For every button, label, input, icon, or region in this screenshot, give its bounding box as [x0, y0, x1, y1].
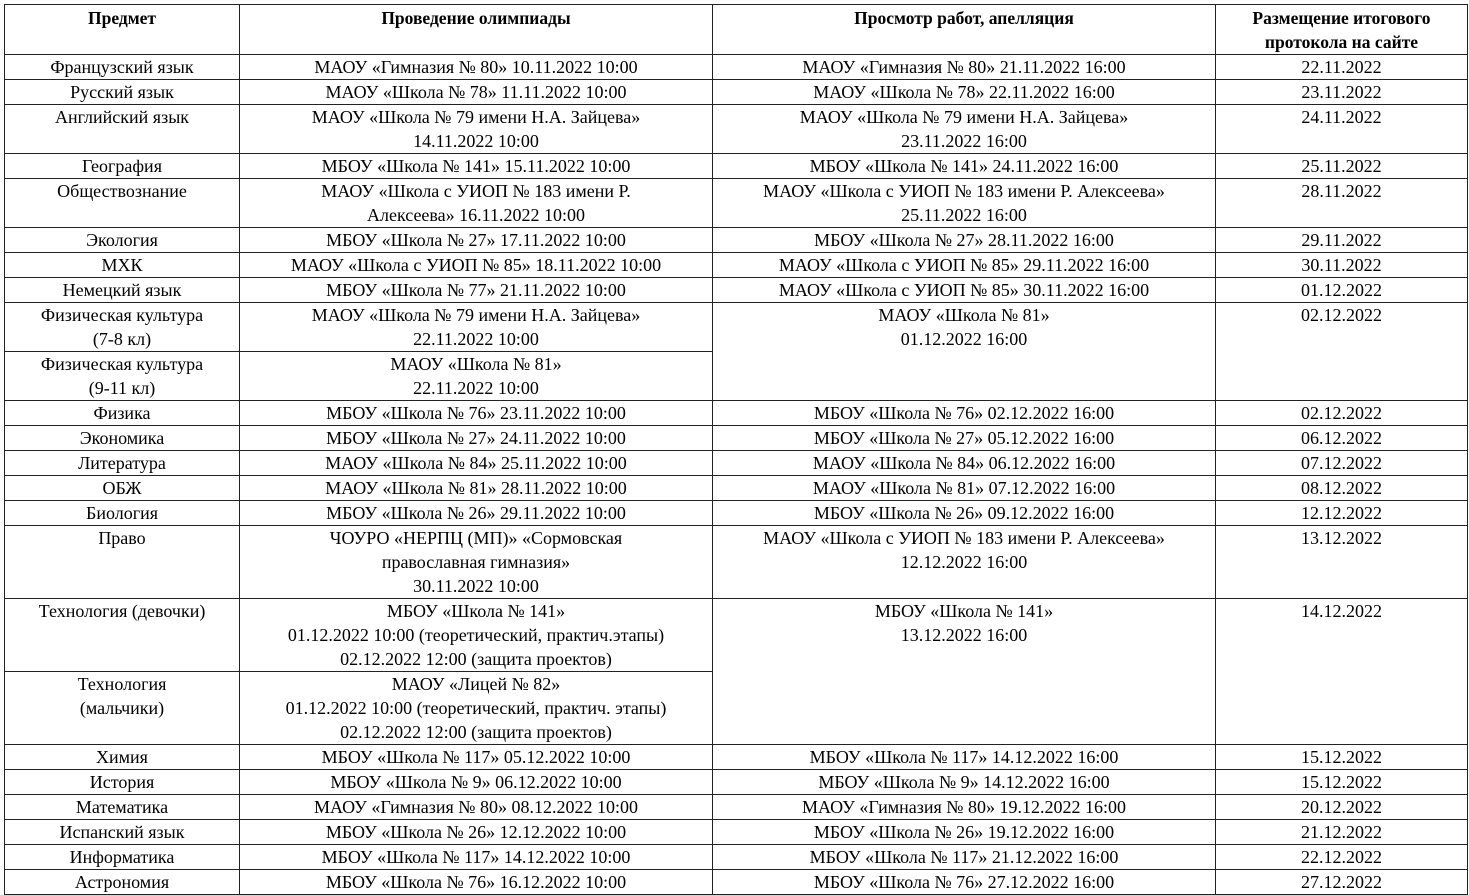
olympiad-cell	[240, 526, 713, 599]
subject-cell-line: Физическая культура	[40, 305, 204, 325]
olympiad-cell-line: МБОУ «Школа № 77» 21.11.2022 10:00	[326, 280, 626, 300]
subject-cell	[5, 105, 240, 154]
table-row	[5, 253, 1468, 278]
subject-cell-line: Французский язык	[50, 57, 194, 77]
review-cell	[713, 476, 1216, 501]
olympiad-cell	[240, 770, 713, 795]
olympiad-cell	[240, 501, 713, 526]
review-cell-line: 12.12.2022 16:00	[900, 552, 1028, 572]
protocol-cell: 08.12.2022	[1216, 476, 1468, 501]
protocol-cell: 22.12.2022	[1216, 845, 1468, 870]
olympiad-cell-line: МАОУ «Школа № 81»	[390, 354, 562, 374]
table-row	[5, 401, 1468, 426]
review-cell	[713, 770, 1216, 795]
header-row	[5, 5, 1468, 55]
olympiad-cell	[240, 253, 713, 278]
review-cell-line: МБОУ «Школа № 141»	[874, 601, 1054, 621]
olympiad-cell-line: МБОУ «Школа № 26» 12.12.2022 10:00	[325, 822, 627, 842]
table-row	[5, 80, 1468, 105]
subject-cell-line: Физика	[93, 403, 151, 423]
subject-cell	[5, 476, 240, 501]
olympiad-cell-line: ЧОУРО «НЕРПЦ (МП)» «Сормовская	[329, 528, 623, 548]
table-row	[5, 501, 1468, 526]
subject-cell	[5, 401, 240, 426]
subject-cell	[5, 451, 240, 476]
review-cell-line: МБОУ «Школа № 76» 02.12.2022 16:00	[813, 403, 1115, 423]
review-cell	[713, 599, 1216, 745]
subject-cell-line: МХК	[101, 255, 143, 275]
review-cell-line: МБОУ «Школа № 27» 28.11.2022 16:00	[814, 230, 1114, 250]
review-cell-line: МБОУ «Школа № 76» 27.12.2022 16:00	[813, 872, 1115, 892]
olympiad-cell-line: МБОУ «Школа № 27» 17.11.2022 10:00	[326, 230, 626, 250]
protocol-cell: 30.11.2022	[1216, 253, 1468, 278]
table-row	[5, 745, 1468, 770]
review-cell-line: МАОУ «Гимназия № 80» 19.12.2022 16:00	[802, 797, 1126, 817]
subject-cell-line: Физическая культура	[40, 354, 204, 374]
subject-cell	[5, 253, 240, 278]
header-protocol	[1216, 5, 1468, 55]
olympiad-cell-line: МБОУ «Школа № 141»	[386, 601, 566, 621]
olympiad-cell-line: 22.11.2022 10:00	[413, 378, 539, 398]
table-row	[5, 870, 1468, 895]
olympiad-cell-line: православная гимназия»	[381, 552, 571, 572]
olympiad-cell-line: 14.11.2022 10:00	[413, 131, 539, 151]
subject-cell	[5, 80, 240, 105]
review-cell	[713, 303, 1216, 401]
subject-cell	[5, 179, 240, 228]
review-cell-line: МБОУ «Школа № 26» 09.12.2022 16:00	[813, 503, 1115, 523]
olympiad-cell-line: МАОУ «Гимназия № 80» 10.11.2022 10:00	[314, 57, 638, 77]
protocol-cell: 21.12.2022	[1216, 820, 1468, 845]
olympiad-cell	[240, 451, 713, 476]
table-row	[5, 820, 1468, 845]
olympiad-cell-line: МАОУ «Школа № 79 имени Н.А. Зайцева»	[311, 107, 641, 127]
review-cell-line: МБОУ «Школа № 9» 14.12.2022 16:00	[818, 772, 1110, 792]
subject-cell	[5, 599, 240, 672]
olympiad-cell	[240, 179, 713, 228]
olympiad-cell	[240, 870, 713, 895]
subject-cell	[5, 526, 240, 599]
subject-cell	[5, 154, 240, 179]
header-protocol-line: Размещение итогового	[1252, 8, 1431, 28]
olympiad-cell	[240, 401, 713, 426]
olympiad-cell-line: 01.12.2022 10:00 (теоретический, практич. этапы)	[285, 698, 667, 718]
subject-cell	[5, 870, 240, 895]
subject-cell	[5, 501, 240, 526]
subject-cell-line: Экология	[86, 230, 158, 250]
subject-cell-line: Астрономия	[74, 872, 170, 892]
subject-cell-line: Русский язык	[70, 82, 174, 102]
review-cell	[713, 105, 1216, 154]
subject-cell-line: История	[89, 772, 155, 792]
subject-cell	[5, 228, 240, 253]
protocol-cell: 12.12.2022	[1216, 501, 1468, 526]
review-cell-line: МАОУ «Школа № 81»	[878, 305, 1050, 325]
review-cell	[713, 154, 1216, 179]
protocol-cell: 15.12.2022	[1216, 770, 1468, 795]
protocol-cell: 02.12.2022	[1216, 401, 1468, 426]
protocol-cell: 14.12.2022	[1216, 599, 1468, 745]
subject-cell	[5, 672, 240, 745]
olympiad-cell-line: 02.12.2022 12:00 (защита проектов)	[340, 722, 612, 742]
protocol-cell: 01.12.2022	[1216, 278, 1468, 303]
subject-cell	[5, 820, 240, 845]
table-row	[5, 476, 1468, 501]
olympiad-cell-line: 30.11.2022 10:00	[413, 576, 539, 596]
protocol-cell: 06.12.2022	[1216, 426, 1468, 451]
review-cell	[713, 820, 1216, 845]
review-cell-line: МАОУ «Школа с УИОП № 85» 30.11.2022 16:00	[778, 280, 1150, 300]
review-cell-line: МАОУ «Школа № 84» 06.12.2022 16:00	[812, 453, 1116, 473]
olympiad-cell-line: МБОУ «Школа № 27» 24.11.2022 10:00	[326, 428, 626, 448]
table-row	[5, 105, 1468, 154]
table-row	[5, 426, 1468, 451]
review-cell-line: МАОУ «Школа с УИОП № 183 имени Р. Алексеева»	[763, 181, 1165, 201]
review-cell	[713, 795, 1216, 820]
subject-cell-line: (7-8 кл)	[92, 329, 152, 349]
review-cell	[713, 253, 1216, 278]
header-review: Просмотр работ, апелляция	[713, 5, 1216, 55]
protocol-cell: 07.12.2022	[1216, 451, 1468, 476]
protocol-cell: 23.11.2022	[1216, 80, 1468, 105]
review-cell	[713, 278, 1216, 303]
subject-cell-line: Экономика	[79, 428, 165, 448]
subject-cell-line: ОБЖ	[102, 478, 142, 498]
review-cell	[713, 451, 1216, 476]
olympiad-cell-line: МБОУ «Школа № 117» 14.12.2022 10:00	[321, 847, 631, 867]
review-cell-line: МБОУ «Школа № 27» 05.12.2022 16:00	[813, 428, 1115, 448]
review-cell-line: МБОУ «Школа № 26» 19.12.2022 16:00	[813, 822, 1115, 842]
subject-cell	[5, 352, 240, 401]
protocol-cell: 29.11.2022	[1216, 228, 1468, 253]
subject-cell	[5, 845, 240, 870]
olympiad-cell	[240, 745, 713, 770]
header-subject: Предмет	[5, 5, 240, 55]
review-cell	[713, 426, 1216, 451]
subject-cell	[5, 278, 240, 303]
olympiad-cell-line: 02.12.2022 12:00 (защита проектов)	[340, 649, 612, 669]
protocol-cell: 15.12.2022	[1216, 745, 1468, 770]
olympiad-cell-line: МАОУ «Школа с УИОП № 85» 18.11.2022 10:00	[290, 255, 662, 275]
protocol-cell: 22.11.2022	[1216, 55, 1468, 80]
review-cell-line: МАОУ «Школа № 81» 07.12.2022 16:00	[812, 478, 1116, 498]
protocol-cell: 20.12.2022	[1216, 795, 1468, 820]
subject-cell-line: География	[82, 156, 162, 176]
olympiad-cell-line: МАОУ «Школа № 84» 25.11.2022 10:00	[325, 453, 627, 473]
table-row	[5, 770, 1468, 795]
subject-cell-line: Испанский язык	[59, 822, 185, 842]
subject-cell-line: Математика	[75, 797, 169, 817]
olympiad-cell	[240, 352, 713, 401]
subject-cell-line: Технология (девочки)	[38, 601, 206, 621]
review-cell	[713, 228, 1216, 253]
review-cell-line: МБОУ «Школа № 117» 21.12.2022 16:00	[809, 847, 1119, 867]
olympiad-cell-line: 22.11.2022 10:00	[413, 329, 539, 349]
review-cell	[713, 55, 1216, 80]
table-row	[5, 303, 1468, 352]
table-row	[5, 154, 1468, 179]
table-row	[5, 845, 1468, 870]
olympiad-cell	[240, 154, 713, 179]
table-row	[5, 599, 1468, 672]
subject-cell-line: (9-11 кл)	[88, 378, 156, 398]
olympiad-cell-line: МБОУ «Школа № 117» 05.12.2022 10:00	[321, 747, 631, 767]
review-cell-line: МБОУ «Школа № 141» 24.11.2022 16:00	[809, 156, 1119, 176]
subject-cell-line: Обществознание	[57, 181, 187, 201]
olympiad-cell-line: МБОУ «Школа № 9» 06.12.2022 10:00	[330, 772, 622, 792]
olympiad-cell-line: МБОУ «Школа № 26» 29.11.2022 10:00	[326, 503, 626, 523]
olympiad-cell-line: МАОУ «Школа № 81» 28.11.2022 10:00	[325, 478, 627, 498]
subject-cell	[5, 745, 240, 770]
olympiad-cell	[240, 228, 713, 253]
subject-cell-line: Химия	[96, 747, 148, 767]
olympiad-cell-line: МАОУ «Школа № 79 имени Н.А. Зайцева»	[311, 305, 641, 325]
subject-cell-line: Литература	[78, 453, 166, 473]
protocol-cell: 27.12.2022	[1216, 870, 1468, 895]
review-cell-line: МБОУ «Школа № 117» 14.12.2022 16:00	[809, 747, 1119, 767]
review-cell	[713, 745, 1216, 770]
table-row	[5, 526, 1468, 599]
table-row	[5, 55, 1468, 80]
review-cell-line: МАОУ «Школа с УИОП № 85» 29.11.2022 16:00	[778, 255, 1150, 275]
header-protocol-line: протокола на сайте	[1264, 32, 1419, 52]
olympiad-cell	[240, 303, 713, 352]
olympiad-cell	[240, 476, 713, 501]
olympiad-cell-line: МБОУ «Школа № 141» 15.11.2022 10:00	[321, 156, 631, 176]
olympiad-cell-line: МАОУ «Лицей № 82»	[391, 674, 561, 694]
subject-cell-line: Технология	[77, 674, 167, 694]
olympiad-cell	[240, 845, 713, 870]
review-cell-line: 13.12.2022 16:00	[900, 625, 1028, 645]
olympiad-cell-line: МБОУ «Школа № 76» 23.11.2022 10:00	[326, 403, 626, 423]
table-row	[5, 179, 1468, 228]
subject-cell-line: Информатика	[69, 847, 175, 867]
olympiad-cell-line: МАОУ «Школа № 78» 11.11.2022 10:00	[325, 82, 627, 102]
olympiad-cell	[240, 795, 713, 820]
review-cell	[713, 80, 1216, 105]
subject-cell-line: Английский язык	[54, 107, 190, 127]
review-cell	[713, 179, 1216, 228]
review-cell-line: МАОУ «Гимназия № 80» 21.11.2022 16:00	[802, 57, 1126, 77]
subject-cell-line: Немецкий язык	[62, 280, 182, 300]
olympiad-cell	[240, 55, 713, 80]
olympiad-cell-line: МАОУ «Гимназия № 80» 08.12.2022 10:00	[314, 797, 638, 817]
subject-cell-line: (мальчики)	[79, 698, 165, 718]
olympiad-cell-line: 01.12.2022 10:00 (теоретический, практич.этапы)	[287, 625, 665, 645]
protocol-cell: 24.11.2022	[1216, 105, 1468, 154]
review-cell	[713, 501, 1216, 526]
protocol-cell: 02.12.2022	[1216, 303, 1468, 401]
subject-cell	[5, 426, 240, 451]
review-cell-line: МАОУ «Школа № 79 имени Н.А. Зайцева»	[799, 107, 1129, 127]
review-cell	[713, 401, 1216, 426]
table-row	[5, 451, 1468, 476]
olympiad-cell-line: Алексеева» 16.11.2022 10:00	[366, 205, 586, 225]
olympiad-cell	[240, 599, 713, 672]
review-cell-line: МАОУ «Школа № 78» 22.11.2022 16:00	[813, 82, 1115, 102]
review-cell	[713, 845, 1216, 870]
olympiad-cell-line: МАОУ «Школа с УИОП № 183 имени Р.	[321, 181, 631, 201]
review-cell-line: 01.12.2022 16:00	[900, 329, 1028, 349]
subject-cell	[5, 303, 240, 352]
olympiad-cell	[240, 80, 713, 105]
subject-cell	[5, 55, 240, 80]
table-row	[5, 228, 1468, 253]
olympiad-cell-line: МБОУ «Школа № 76» 16.12.2022 10:00	[325, 872, 627, 892]
review-cell	[713, 526, 1216, 599]
olympiad-schedule-table	[4, 4, 1468, 895]
subject-cell	[5, 770, 240, 795]
subject-cell	[5, 795, 240, 820]
protocol-cell: 28.11.2022	[1216, 179, 1468, 228]
review-cell-line: 25.11.2022 16:00	[901, 205, 1027, 225]
protocol-cell: 13.12.2022	[1216, 526, 1468, 599]
olympiad-cell	[240, 105, 713, 154]
subject-cell-line: Право	[98, 528, 146, 548]
review-cell	[713, 870, 1216, 895]
protocol-cell: 25.11.2022	[1216, 154, 1468, 179]
review-cell-line: 23.11.2022 16:00	[901, 131, 1027, 151]
olympiad-cell	[240, 820, 713, 845]
olympiad-cell	[240, 426, 713, 451]
table-row	[5, 278, 1468, 303]
olympiad-cell	[240, 672, 713, 745]
subject-cell-line: Биология	[85, 503, 158, 523]
olympiad-cell	[240, 278, 713, 303]
review-cell-line: МАОУ «Школа с УИОП № 183 имени Р. Алексеева»	[763, 528, 1165, 548]
header-olympiad: Проведение олимпиады	[240, 5, 713, 55]
table-row	[5, 795, 1468, 820]
